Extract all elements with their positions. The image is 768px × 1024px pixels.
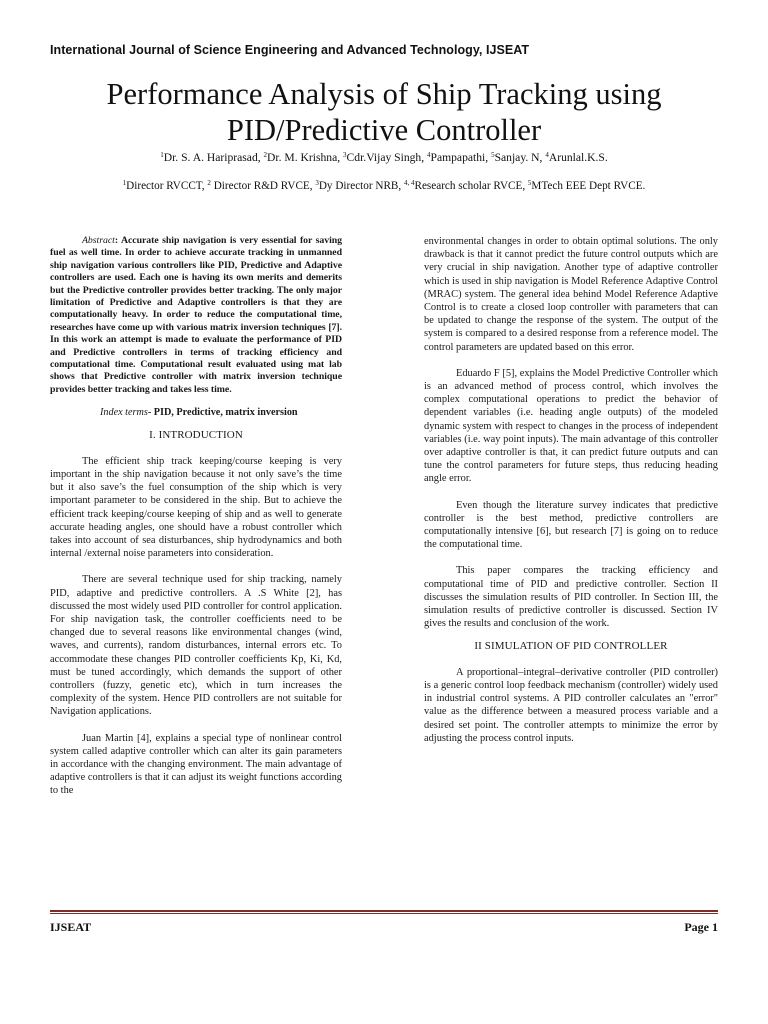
author-2-sup: 2 bbox=[263, 151, 268, 159]
footer-journal: IJSEAT bbox=[50, 920, 92, 934]
paper-title bbox=[40, 76, 728, 148]
section-heading-introduction: I. INTRODUCTION bbox=[149, 429, 243, 442]
left-column bbox=[50, 235, 342, 798]
affiliation-2: Director R&D RVCE, bbox=[210, 180, 316, 192]
index-terms-label: Index terms bbox=[100, 407, 148, 419]
author-4-sup: 4 bbox=[427, 151, 431, 159]
author-5: Sanjay. N, bbox=[494, 151, 546, 164]
title-line-2: PID/Predictive Controller bbox=[226, 113, 542, 147]
right-paragraph-2: Eduardo F [5], explains the Model Predictive Controller which is an advanced method of process control, which involves the complex computational operations to predict the behavior of dependent variables (i.e. heading angle outputs) of the modeled dynamic system with respect to changes in the process of independent variables (i.e. way point inputs). The main advantage of this controller over adaptive controller is that, it can predict future outputs and can tune the control parameters for future steps, thus reducing heading angle error. bbox=[424, 367, 718, 485]
intro-paragraph-3: Juan Martin [4], explains a special type of nonlinear control system called adaptive controller which can alter its gain parameters in accordance with the changing environment. The main advantage of adaptive controllers is that it can adjust its weight functions according to the bbox=[50, 732, 342, 797]
footer-rule-thick bbox=[50, 910, 718, 912]
right-paragraph-3: Even though the literature survey indicates that predictive controller is the best method, predictive controllers are computationally intensive [6], but research [7] is going on to reduce the computational time. bbox=[424, 499, 718, 551]
footer-rule-thin bbox=[50, 913, 718, 914]
title-line-1: Performance Analysis of Ship Tracking using bbox=[106, 77, 662, 111]
index-terms bbox=[50, 406, 342, 419]
author-3: Cdr.Vijay Singh, bbox=[346, 151, 428, 164]
section-heading-pid-simulation: II SIMULATION OF PID CONTROLLER bbox=[474, 640, 668, 653]
right-paragraph-5: A proportional–integral–derivative controller (PID controller) is a generic control loop feedback mechanism (controller) widely used in industrial control systems. A PID controller calculates an "error" value as the difference between a measured process variable and a desired set point. The controller attempts to minimize the error by adjusting the process control inputs. bbox=[424, 666, 718, 744]
right-column bbox=[424, 235, 718, 745]
intro-paragraph-1: The efficient ship track keeping/course keeping is very important in the ship navigation because it not only save’s the time but it also save’s the fuel consumption of the ship which is very important parameter to be considered in the ship. But to achieve the efficient track keeping/course keeping of ship and as well to generate accurate heading angles, one should have a robust controller which takes into account of sea disturbances, ship hydrodynamics and both internal /external noise parameters into consideration. bbox=[50, 455, 342, 560]
index-terms-text: - PID, Predictive, matrix inversion bbox=[147, 407, 298, 419]
author-list bbox=[40, 151, 728, 164]
author-6-sup: 4 bbox=[545, 151, 549, 159]
author-1: Dr. S. A. Hariprasad, bbox=[163, 151, 264, 164]
author-1-sup: 1 bbox=[160, 151, 164, 159]
affiliation-2-sup: 2 bbox=[207, 179, 211, 187]
page-number: Page 1 bbox=[684, 920, 718, 934]
affiliation-3: Dy Director NRB, bbox=[318, 180, 404, 192]
affiliation-1-sup: 1 bbox=[122, 179, 127, 187]
affiliation-3-sup: 3 bbox=[315, 179, 319, 187]
abstract-label: Abstract bbox=[82, 235, 115, 246]
affiliation-5-sup: 5 bbox=[527, 179, 532, 187]
author-2: Dr. M. Krishna, bbox=[267, 151, 344, 164]
author-6: Arunlal.K.S. bbox=[548, 151, 608, 164]
intro-paragraph-2: There are several technique used for ship tracking, namely PID, adaptive and predictive controllers. A .S White [2], has discussed the most widely used PID controller for control application. For ship navigation task, the controller coefficients need to be changed due to several reasons like environmental changes (wind, waves, and currents), random disturbances, internal errors etc. To accommodate these changes PID controller coefficients Kp, Ki, Kd, must be tuned accordingly, which demands the support of other controllers (fuzzy, genetic etc), which in turn increases the complexity of the system. Hence PID controllers are not suitable for Navigation applications. bbox=[50, 574, 342, 718]
abstract-text: : Accurate ship navigation is very essential for saving fuel as well time. In order to achieve accurate tracking in unmanned ship navigation various controllers like PID, Predictive and Adaptive controllers are used. Each one is having its own merits and demerits but the Predictive controller provides better tracking. The only major limitation of Predictive and Adaptive controllers is that they are computationally heavy. In order to reduce the computational time, researches have come up with various matrix inversion techniques [7]. In this work an attempt is made to evaluate the performance of PID and Predictive controllers in terms of tracking efficiency and computational time. Computational result evaluated using mat lab shows that Predictive controller with matrix inversion technique provides better tracking and takes less time. bbox=[50, 235, 342, 395]
author-5-sup: 5 bbox=[491, 151, 495, 159]
author-4: Pampapathi, bbox=[430, 151, 492, 164]
affiliation-4-sup: 4, 4 bbox=[403, 179, 415, 187]
right-paragraph-4: This paper compares the tracking efficiency and computational time of PID and predictive controller. Section II discusses the simulation results of PID controller. In Section III, the simulation results of predictive controller is discussed. Section IV gives the results and conclusion of the work. bbox=[424, 565, 718, 630]
affiliation-1: Director RVCCT, bbox=[126, 180, 208, 192]
journal-header: International Journal of Science Engineering and Advanced Technology, IJSEAT bbox=[50, 43, 530, 57]
abstract bbox=[50, 235, 342, 396]
right-paragraph-1: environmental changes in order to obtain optimal solutions. The only drawback is that it cannot predict the future control outputs which are very crucial in ship navigation. Another type of adaptive controller which is used in ship navigation is Model Reference Adaptive Control (MRAC) system. The general idea behind Model Reference Adaptive Control is to create a closed loop controller with parameters that can be updated to change the response of the system. The output of the system is compared to a desired response from a reference model. The control parameters are updated based on this error. bbox=[424, 236, 718, 353]
affiliation-5: MTech EEE Dept RVCE. bbox=[531, 180, 646, 192]
affiliation-list bbox=[40, 180, 728, 192]
affiliation-4: Research scholar RVCE, bbox=[414, 180, 528, 192]
author-3-sup: 3 bbox=[343, 151, 347, 159]
